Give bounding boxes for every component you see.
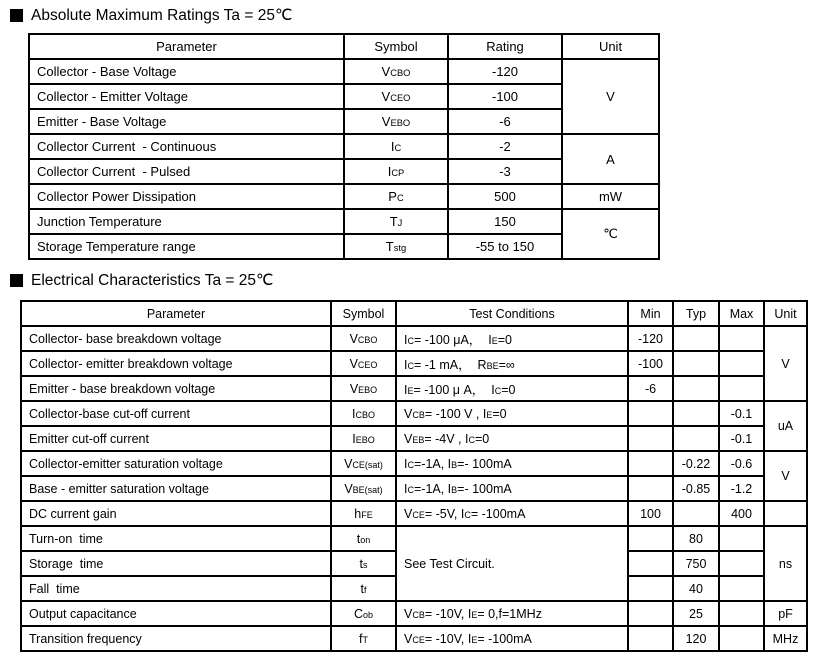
col-header-unit: Unit [562, 34, 659, 59]
symbol-cell: ICP [344, 159, 448, 184]
unit-cell: ns [764, 526, 807, 601]
table-row [21, 626, 807, 651]
table-row [29, 209, 659, 234]
symbol-cell: fT [331, 626, 396, 651]
param-cell: Storage Temperature range [29, 234, 344, 259]
param-cell: Transition frequency [21, 626, 331, 651]
min-cell [628, 576, 673, 601]
unit-cell: ℃ [562, 209, 659, 259]
header-row [21, 301, 807, 326]
rating-cell: -6 [448, 109, 562, 134]
symbol-cell: Tstg [344, 234, 448, 259]
typ-cell [673, 501, 719, 526]
unit-cell: V [764, 451, 807, 501]
typ-cell [673, 376, 719, 401]
typ-cell [673, 426, 719, 451]
min-cell [628, 551, 673, 576]
min-cell [628, 401, 673, 426]
typ-cell [673, 351, 719, 376]
section-title-text: Electrical Characteristics Ta = 25℃ [31, 272, 274, 289]
symbol-cell: VCEO [331, 351, 396, 376]
param-cell: Collector Current - Continuous [29, 134, 344, 159]
symbol-cell: VEBO [331, 376, 396, 401]
section-bullet-icon [10, 9, 23, 22]
table-row [21, 451, 807, 476]
rating-cell: -55 to 150 [448, 234, 562, 259]
param-cell: Collector-base cut-off current [21, 401, 331, 426]
typ-cell: 80 [673, 526, 719, 551]
cond-cell: IC= -100 μA， IE=0 [396, 326, 628, 351]
min-cell: 100 [628, 501, 673, 526]
param-cell: Storage time [21, 551, 331, 576]
symbol-cell: VCBO [344, 59, 448, 84]
cond-cell: VCB= -100 V , IE=0 [396, 401, 628, 426]
table-row [21, 351, 807, 376]
max-cell: 400 [719, 501, 764, 526]
symbol-cell: Cob [331, 601, 396, 626]
symbol-cell: PC [344, 184, 448, 209]
table-row [21, 426, 807, 451]
absolute-maximum-ratings-table [28, 33, 660, 260]
param-cell: Emitter cut-off current [21, 426, 331, 451]
table-row [29, 184, 659, 209]
section-bullet-icon [10, 274, 23, 287]
col-header-unit: Unit [764, 301, 807, 326]
typ-cell: 25 [673, 601, 719, 626]
col-header-symbol: Symbol [344, 34, 448, 59]
unit-cell: V [764, 326, 807, 401]
col-header-min: Min [628, 301, 673, 326]
col-header-typ: Typ [673, 301, 719, 326]
param-cell: Collector - Base Voltage [29, 59, 344, 84]
param-cell: Emitter - Base Voltage [29, 109, 344, 134]
col-header-parameter: Parameter [29, 34, 344, 59]
abs-max-section-title [10, 6, 292, 25]
cond-cell: IC=-1A, IB=- 100mA [396, 476, 628, 501]
min-cell [628, 626, 673, 651]
symbol-cell: IC [344, 134, 448, 159]
max-cell [719, 601, 764, 626]
cond-cell: IC= -1 mA， RBE=∞ [396, 351, 628, 376]
typ-cell: 40 [673, 576, 719, 601]
table-row [21, 501, 807, 526]
max-cell: -0.1 [719, 401, 764, 426]
param-cell: Collector - Emitter Voltage [29, 84, 344, 109]
typ-cell: 120 [673, 626, 719, 651]
unit-cell [764, 501, 807, 526]
max-cell [719, 351, 764, 376]
cond-cell: VEB= -4V , IC=0 [396, 426, 628, 451]
typ-cell [673, 326, 719, 351]
param-cell: Collector Power Dissipation [29, 184, 344, 209]
symbol-cell: ts [331, 551, 396, 576]
min-cell: -6 [628, 376, 673, 401]
rating-cell: -100 [448, 84, 562, 109]
max-cell [719, 526, 764, 551]
param-cell: Base - emitter saturation voltage [21, 476, 331, 501]
unit-cell: A [562, 134, 659, 184]
symbol-cell: VCEO [344, 84, 448, 109]
param-cell: Collector- emitter breakdown voltage [21, 351, 331, 376]
max-cell [719, 376, 764, 401]
typ-cell: -0.22 [673, 451, 719, 476]
param-cell: Collector- base breakdown voltage [21, 326, 331, 351]
symbol-cell: TJ [344, 209, 448, 234]
col-header-test-conditions: Test Conditions [396, 301, 628, 326]
max-cell [719, 551, 764, 576]
table-row [21, 376, 807, 401]
max-cell [719, 326, 764, 351]
min-cell [628, 426, 673, 451]
cond-cell: IC=-1A, IB=- 100mA [396, 451, 628, 476]
cond-cell: IE= -100 μ A， IC=0 [396, 376, 628, 401]
unit-cell: MHz [764, 626, 807, 651]
unit-cell: pF [764, 601, 807, 626]
rating-cell: -2 [448, 134, 562, 159]
cond-cell: See Test Circuit. [396, 526, 628, 601]
table-row [21, 401, 807, 426]
typ-cell [673, 401, 719, 426]
col-header-parameter: Parameter [21, 301, 331, 326]
elec-char-section-title [10, 271, 273, 290]
unit-cell: mW [562, 184, 659, 209]
section-title-text: Absolute Maximum Ratings Ta = 25℃ [31, 7, 293, 24]
param-cell: Turn-on time [21, 526, 331, 551]
param-cell: Junction Temperature [29, 209, 344, 234]
symbol-cell: tf [331, 576, 396, 601]
table-row [21, 526, 807, 551]
symbol-cell: ICBO [331, 401, 396, 426]
col-header-symbol: Symbol [331, 301, 396, 326]
symbol-cell: ton [331, 526, 396, 551]
param-cell: Emitter - base breakdown voltage [21, 376, 331, 401]
electrical-characteristics-table [20, 300, 808, 652]
param-cell: Collector Current - Pulsed [29, 159, 344, 184]
param-cell: Output capacitance [21, 601, 331, 626]
table-row [21, 326, 807, 351]
cond-cell: VCE= -10V, IE= -100mA [396, 626, 628, 651]
symbol-cell: VCE(sat) [331, 451, 396, 476]
max-cell: -1.2 [719, 476, 764, 501]
min-cell [628, 451, 673, 476]
rating-cell: -120 [448, 59, 562, 84]
symbol-cell: IEBO [331, 426, 396, 451]
cond-cell: VCB= -10V, IE= 0,f=1MHz [396, 601, 628, 626]
min-cell [628, 526, 673, 551]
param-cell: DC current gain [21, 501, 331, 526]
table-row [21, 601, 807, 626]
max-cell: -0.1 [719, 426, 764, 451]
min-cell [628, 601, 673, 626]
col-header-max: Max [719, 301, 764, 326]
max-cell: -0.6 [719, 451, 764, 476]
table-row [29, 59, 659, 84]
max-cell [719, 576, 764, 601]
header-row [29, 34, 659, 59]
symbol-cell: hFE [331, 501, 396, 526]
unit-cell: uA [764, 401, 807, 451]
max-cell [719, 626, 764, 651]
symbol-cell: VEBO [344, 109, 448, 134]
table-row [21, 476, 807, 501]
symbol-cell: VCBO [331, 326, 396, 351]
param-cell: Collector-emitter saturation voltage [21, 451, 331, 476]
symbol-cell: VBE(sat) [331, 476, 396, 501]
unit-cell: V [562, 59, 659, 134]
min-cell: -120 [628, 326, 673, 351]
table-row [29, 134, 659, 159]
typ-cell: -0.85 [673, 476, 719, 501]
min-cell [628, 476, 673, 501]
param-cell: Fall time [21, 576, 331, 601]
col-header-rating: Rating [448, 34, 562, 59]
cond-cell: VCE= -5V, IC= -100mA [396, 501, 628, 526]
rating-cell: 150 [448, 209, 562, 234]
rating-cell: 500 [448, 184, 562, 209]
min-cell: -100 [628, 351, 673, 376]
typ-cell: 750 [673, 551, 719, 576]
rating-cell: -3 [448, 159, 562, 184]
